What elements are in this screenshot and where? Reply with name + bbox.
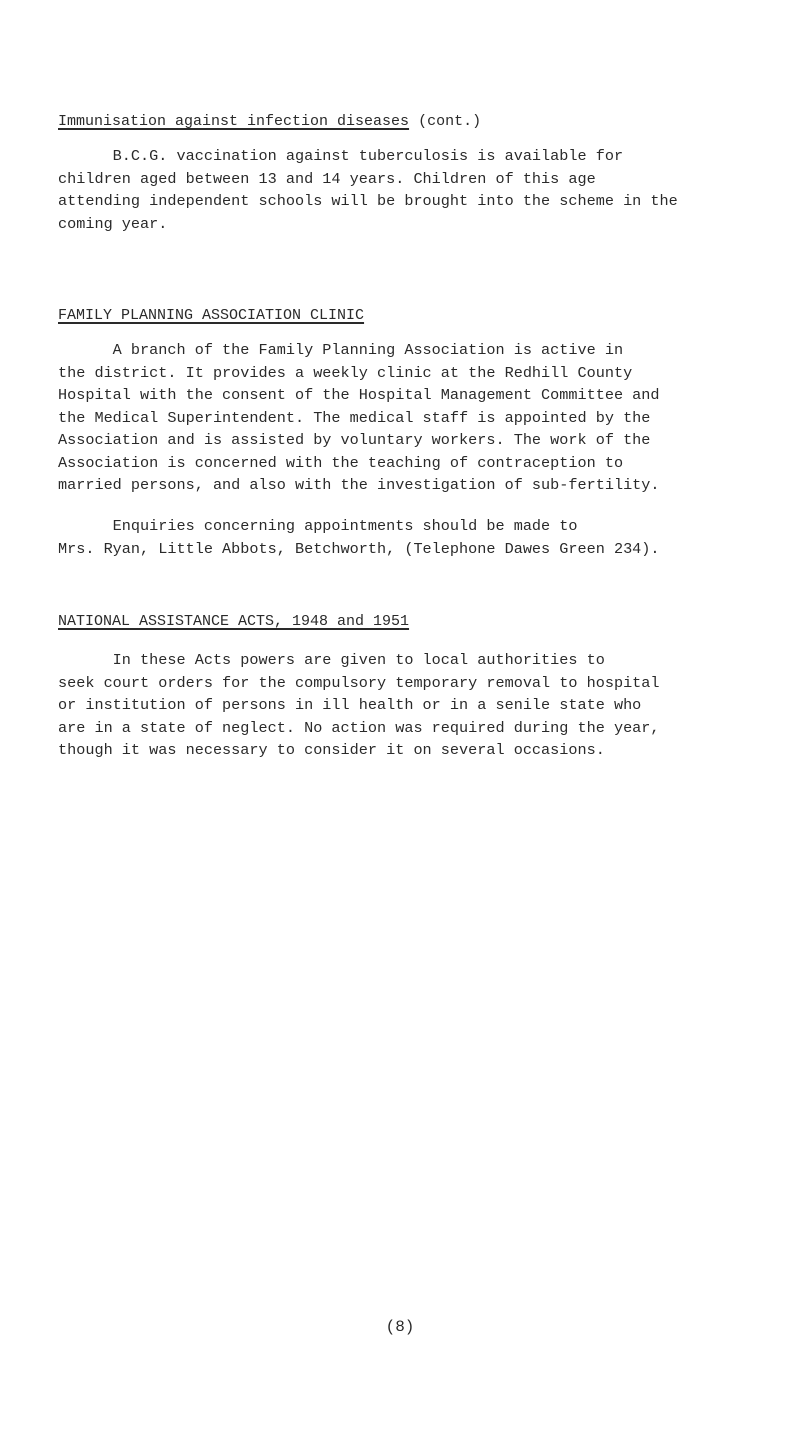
paragraph-line: or institution of persons in ill health or in a senile state who [58, 696, 642, 714]
paragraph-line: the Medical Superintendent. The medical staff is appointed by the [58, 408, 651, 427]
family-planning-heading-text: FAMILY PLANNING ASSOCIATION CLINIC [58, 307, 365, 324]
paragraph-line: Association is concerned with the teaching of contraception to [58, 453, 624, 472]
immunisation-heading-suffix: (cont.) [409, 113, 482, 130]
paragraph-line: B.C.G. vaccination against tuberculosis is available for [58, 147, 624, 165]
immunisation-heading-text: Immunisation against infection diseases [58, 113, 410, 130]
section-heading-family-planning [58, 306, 364, 326]
immunisation-paragraph [58, 145, 758, 235]
paragraph-line: are in a state of neglect. No action was required during the year, [58, 718, 660, 737]
section-heading-national-assistance [58, 612, 409, 632]
family-planning-paragraph-1 [58, 339, 758, 497]
section-heading-immunisation [58, 112, 481, 132]
paragraph-line: Mrs. Ryan, Little Abbots, Betchworth, (Telephone Dawes Green 234). [58, 539, 660, 558]
paragraph-line: seek court orders for the compulsory temporary removal to hospital [58, 673, 660, 692]
national-assistance-heading-text: NATIONAL ASSISTANCE ACTS, 1948 and 1951 [58, 613, 410, 630]
paragraph-line: Association and is assisted by voluntary workers. The work of the [58, 431, 651, 449]
paragraph-line: Hospital with the consent of the Hospital Management Committee and [58, 386, 660, 404]
national-assistance-paragraph [58, 649, 758, 762]
paragraph-line: Enquiries concerning appointments should be made to [58, 517, 578, 535]
paragraph-line: married persons, and also with the investigation of sub-fertility. [58, 476, 660, 494]
paragraph-line: A branch of the Family Planning Association is active in [58, 341, 624, 359]
family-planning-paragraph-2 [58, 515, 758, 560]
paragraph-line: attending independent schools will be brought into the scheme in the [58, 192, 678, 210]
paragraph-line: children aged between 13 and 14 years. Children of this age [58, 169, 596, 188]
paragraph-line: In these Acts powers are given to local authorities to [58, 651, 605, 669]
paragraph-line: though it was necessary to consider it on several occasions. [58, 741, 605, 759]
page-number: (8) [385, 1318, 415, 1336]
paragraph-line: coming year. [58, 214, 168, 233]
paragraph-line: the district. It provides a weekly clinic at the Redhill County [58, 363, 633, 382]
